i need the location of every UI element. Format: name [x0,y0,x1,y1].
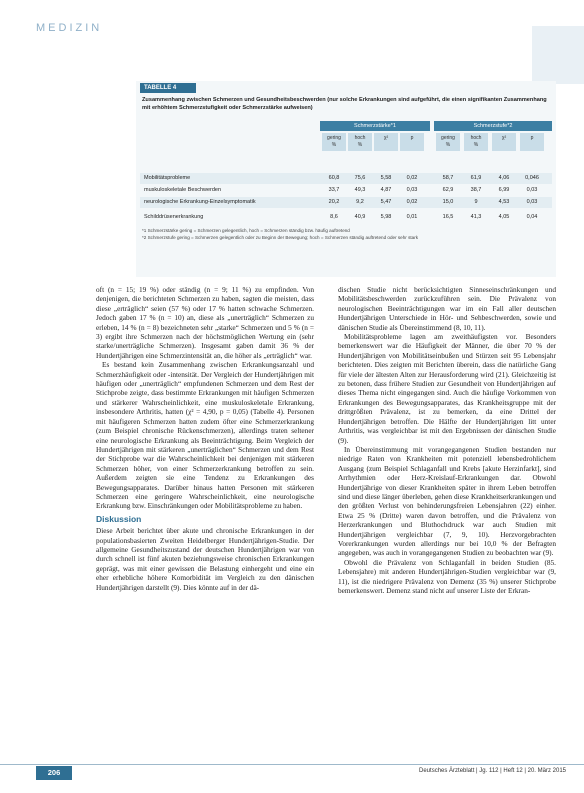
page-number: 206 [36,766,72,780]
row-label: muskuloskeletale Beschwerden [144,187,222,193]
text-column-right [338,285,556,595]
table-cell: 9 [474,199,478,205]
table-cell: 0,03 [526,187,538,193]
section-heading: MEDIZIN [36,22,103,34]
subheader-unit: % [445,142,451,148]
table-row [140,185,552,196]
table-subheader [322,133,346,151]
footnote: *1 Schmerzstärke gering = Schmerzen gelegentlich, hoch = Schmerzen ständig bzw. häufig auftretend [142,228,350,233]
subheader-unit: % [331,142,337,148]
table-footnotes [142,227,552,241]
table-subheader [348,133,372,151]
table-cell: 0,04 [526,214,538,220]
table-cell: 33,7 [328,187,340,193]
table-cell: 9,2 [356,199,364,205]
table-cell: 58,7 [442,175,454,181]
subheader-top: χ² [501,135,507,141]
footnote: *2 Schmerzstufe gering = Schmerzen gelegentlich oder zu Beginn der Bewegung; hoch = Schmerzen ständig auftretend oder sehr stark [142,235,419,240]
table-label: TABELLE 4 [140,83,196,93]
table-cell: 0,03 [406,187,418,193]
table-cell: 16,5 [442,214,454,220]
table-cell: 0,03 [526,199,538,205]
data-table [136,81,556,277]
table-cell: 0,01 [406,214,418,220]
subheader-unit: % [473,142,479,148]
body-paragraph: oft (n = 15; 19 %) oder ständig (n = 9; 11 %) zu empfinden. Von denjenigen, die berichteten Schmerzen zu haben, sagten die meisten, dass diese „erträglich“ seien (57 %) oder 17 % hatten schwache Schmerzen. Jedoch gaben 17 % (n = 10) an, diese als „unerträglich“ Schmerzen zu erleben, 14 % (n = 8) bezeichneten sehr „starke“ Schmerzen und 5 % (n = 3) ergibt ihre Schmerzen nach der höchstmöglichen Wertung ein (sehr starke/unerträgliche Schmerzen). Insgesamt gaben damit 36 % der Hundertjährigen eine Schmerzintensität an, die höher als „erträglich“ war. [96,285,314,360]
text-column-left [96,285,314,592]
table-row [140,212,552,223]
table-cell: 38,7 [470,187,482,193]
table-cell: 8,6 [330,214,338,220]
table-cell: 5,98 [380,214,392,220]
subheader-unit: % [357,142,363,148]
table-cell: 0,02 [406,175,418,181]
subheader-top: gering [441,135,455,141]
table-cell: 75,6 [354,175,366,181]
row-label: Mobilitätsprobleme [144,175,191,181]
table-subheader [400,133,424,151]
journal-citation: Deutsches Ärzteblatt | Jg. 112 | Heft 12 | 20. März 2015 [419,768,566,774]
table-cell: 5,58 [380,175,392,181]
body-paragraph: dischen Studie nicht berücksichtigten Sinneseinschränkungen und Mobilitätsbeschwerden zurückzuführen sein. Die Prävalenz von neurologischen Beeinträchtigungen war im ein Fall aller deutschen Hundertjährigen Unterschiede in Hör- und Sehbeschwerden, sowie und dänischen Studie als Übereinstimmend (8, 10, 11). [338,285,556,332]
table-cell: 4,87 [380,187,392,193]
footer-rule [0,764,584,765]
table-subheader [436,133,460,151]
table-cell: 4,06 [498,175,510,181]
table-cell: 0,02 [406,199,418,205]
table-subheader [492,133,516,151]
subheader-top: p [530,135,534,141]
table-row [140,173,552,184]
table-cell: 4,53 [498,199,510,205]
table-cell: 15,0 [442,199,454,205]
table-cell: 4,05 [498,214,510,220]
table-row [140,197,552,208]
table-cell: 5,47 [380,199,392,205]
subheader-top: hoch [470,135,482,141]
subheader-top: p [410,135,414,141]
table-subheader [520,133,544,151]
body-paragraph: In Übereinstimmung mit vorangegangenen Studien bestanden nur niedrige Raten von Krankheiten mit potenziell lebensbedrohlichem Ausgang (zum Beispiel Schlaganfall und Krebs [akute Herzinfarkt], sind Arrhythmien oder Herz-Kreislauf-Erkrankungen dar. Obwohl Hundertjährige von dieser Krankheiten später in ihrem Leben betroffen sind und diese länger überleben, gehen diese Krankheitserkrankungen und den größten Verlust von behinderungsfreien Lebensjahren (22) einher. Etwa 25 % (Dritte) waren davon betroffen, und die Prävalenz von Herzerkrankungen und Bluthochdruck war auch Studien mit Hundertjährigen vergleichbar (7, 9, 10). Herzvorgebrachten Vorerkrankungen wurden allerdings nur bei 10,0 % der Befragten angegeben, was auch in vorangegangenen Studien zu beobachten war (9). [338,444,556,558]
table-cell: 0,046 [525,175,539,181]
table-cell: 60,8 [328,175,340,181]
subheader-top: χ² [383,135,389,141]
table-subheader [374,133,398,151]
subheader-top: gering [327,135,341,141]
group-header-schmerzstufe: Schmerzstufe*2 [434,121,552,131]
table-subheader [464,133,488,151]
table-cell: 20,2 [328,199,340,205]
body-paragraph: Diese Arbeit berichtet über akute und chronische Erkrankungen in der populationsbasierten Zweiten Heidelberger Hundertjährigen-Studie. Der allgemeine Gesundheitszustand der deutschen Hundertjährigen war von durch schnell ist fünf akuten beziehungsweise chronischen Erkrankungen geprägt, was mit einer gewissen die Belastung einhergeht und eine ein eher erhebliche höhere Komorbidität im Vergleich zu den dänischen Hundertjährigen darstellt (9). Dies könnte auf in der dä- [96,526,314,592]
row-label: Schilddrüsenerkrankung [144,214,204,220]
subheader-top: hoch [354,135,366,141]
table-cell: 6,99 [498,187,510,193]
table-cell: 40,9 [354,214,366,220]
body-paragraph: Obwohl die Prävalenz von Schlaganfall in beiden Studien (85. Lebensjahre) mit anderen Hundertjährigen-Studien vergleichbar war (9, 11), ist die niedrigere Prävalenz von Demenz (35 %) unserer Stichprobe bemerkenswert. Demenz stand nicht auf unserer Liste der Erkran- [338,557,556,595]
table-cell: 49,3 [354,187,366,193]
row-label: neurologische Erkrankung-Einzelsymptomatik [144,199,256,205]
group-header-schmerzstaerke: Schmerzstärke*1 [320,121,430,131]
body-paragraph: Mobilitätsprobleme lagen am zweithäufigsten vor. Besonders bemerkenswert war die Häufigkeit der Männer, die über 70 % der Hundertjährigen von Mobilitätseinbußen und Stürzen seit 95 Lebensjahr berichteten. Dies zeigten mit Berichten überein, dass die natürliche Gang für viele der ältesten Alten zur Herausforderung wird (21). Gleichzeitig ist zu betonen, dass frühere Studien zur Gesundheit von Hundertjährigen auf dieses Thema nicht eingegangen sind. Auch die häufige Vorkommen von Erkrankungen des Bewegungsapparates, das Krankheitsgruppe mit der drittgrößten Prävalenz, ist zu bemerken, da eine Drittel der Hundertjährigen betroffen. Die Hälfte der Hundertjährigen litt unter Arthritis, was vergleichbar ist mit den Ergebnissen der dänischen Studie (9). [338,332,556,445]
corner-decoration [532,26,584,84]
table-cell: 41,3 [470,214,482,220]
section-title-diskussion: Diskussion [96,513,142,524]
body-paragraph: Es bestand kein Zusammenhang zwischen Erkrankungsanzahl und Schmerzhäufigkeit oder -intensität. Der Vergleich der Hundertjährigen mit häufigen oder „unerträglich“ empfundenen Schmerzen und dem Rest der Stichprobe zeigte, dass bestimmte Erkrankungen mit häufigen Schmerzen und stärkerer Wahrscheinlichkeit, eine muskuloskeletale Erkrankung, insbesondere Arthritis, hatten (χ² = 4,90, p = 0,05) (Tabelle 4). Personen mit häufigeren Schmerzen hatten zudem öfter eine Schmerzerkrankung (zum Beispiel chronische Rückenschmerzen), allerdings traten seltener eine neurologische Erkrankung als Beeinträchtigung. Beim Vergleich der Hundertjährigen mit stärkeren „unerträglichen“ Schmerzen und dem Rest der Stichprobe war die Wahrscheinlichkeit bei denjenigen mit stärkeren Schmerzen höher, von einer Schmerzerkrankung betroffen zu sein. Außerdem zeigten sie eine Tendenz zu Erkrankungen des Bewegungsapparates. Darüber hinaus hatten Personen mit stärkeren Schmerzen eine geringere Wahrscheinlichkeit, eine neurologische Erkrankung bzw. Einschränkungen oder Mobilitätsprobleme zu haben. [96,360,314,511]
table-cell: 61,9 [470,175,482,181]
table-caption: Zusammenhang zwischen Schmerzen und Gesundheitsbeschwerden (nur solche Erkrankungen sind aufgeführt, die einen signifikanten Zusammenhang mit erhöhtem Schmerzstufigkeit oder Schmerzstärke aufweisen) [142,97,547,111]
table-cell: 62,9 [442,187,454,193]
